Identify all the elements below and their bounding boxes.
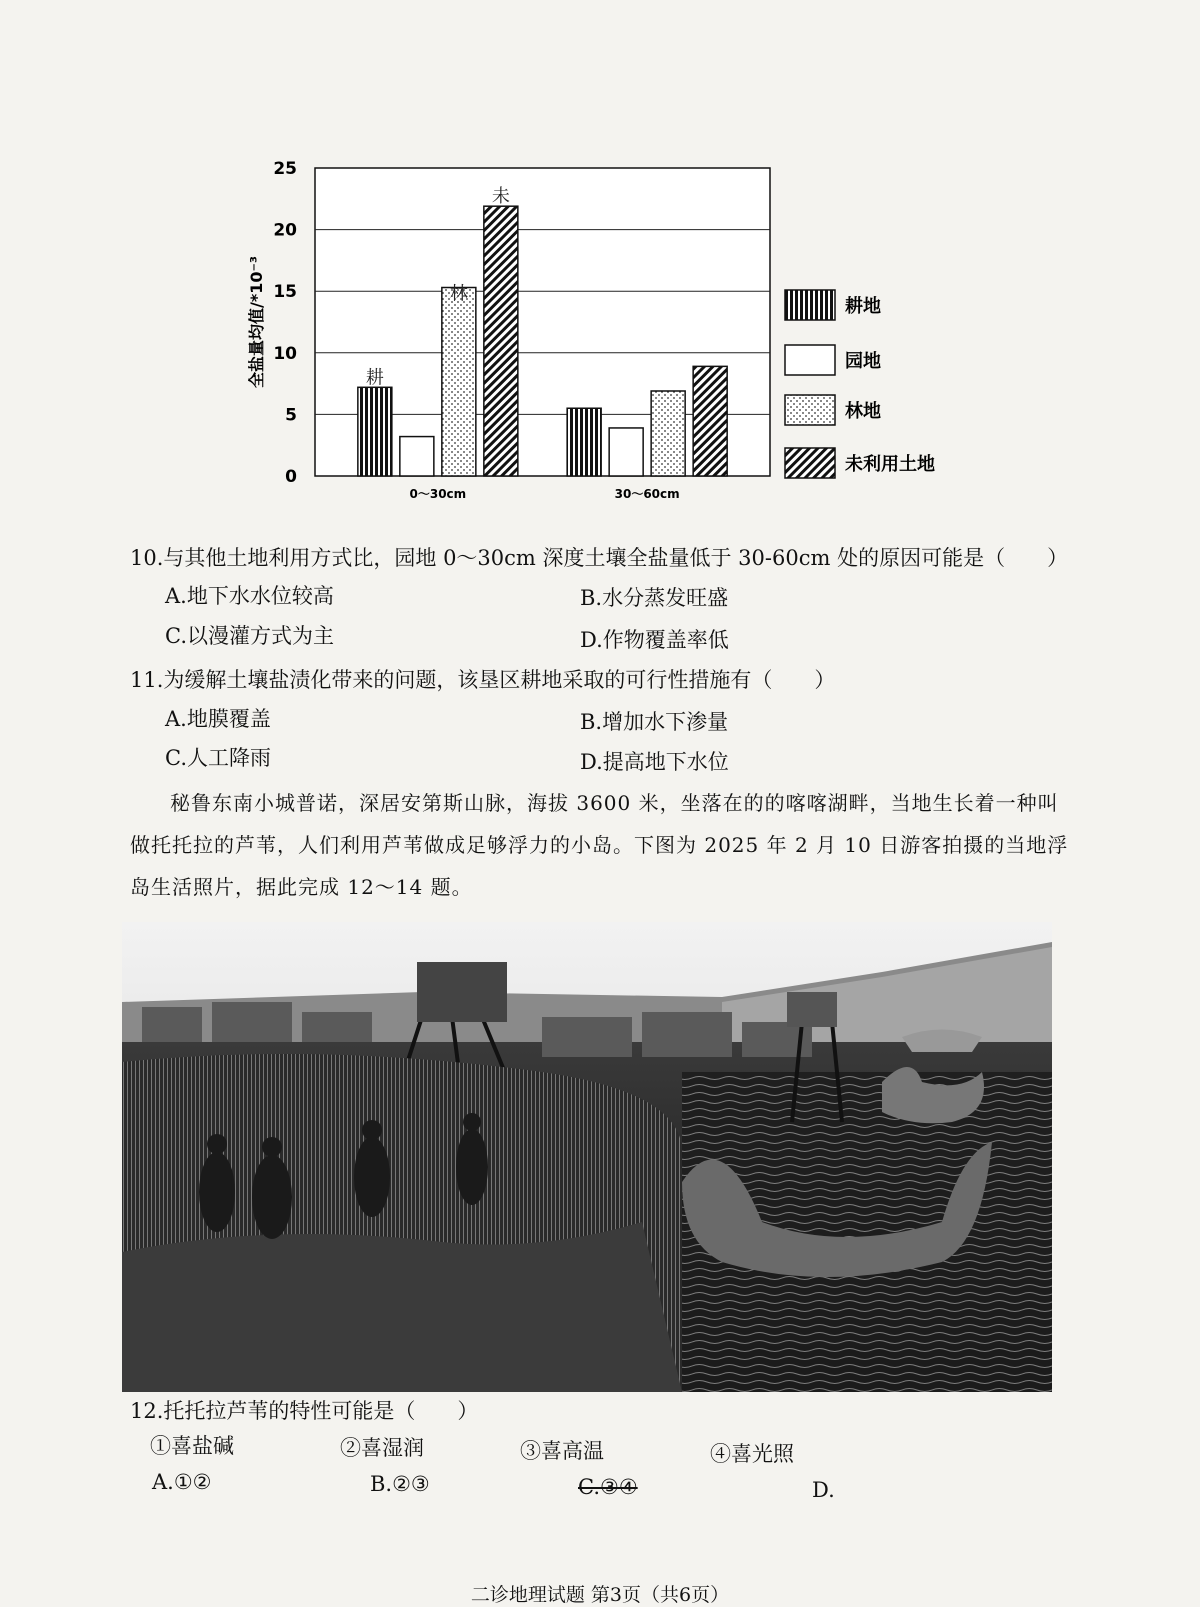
question-11-stem: 11.为缓解土壤盐渍化带来的问题，该垦区耕地采取的可行性措施有（ ） — [130, 668, 836, 692]
salt-content-bar-chart — [240, 150, 970, 530]
y-axis-label: 全盐量均值/*10⁻³ — [247, 256, 266, 388]
legend-swatch — [785, 290, 835, 320]
legend-label: 耕地 — [845, 296, 881, 317]
question-12-option-c[interactable]: C.③④ — [578, 1475, 638, 1499]
handwritten-annotation: 未 — [491, 186, 510, 208]
bar — [484, 206, 518, 476]
legend-label: 未利用土地 — [845, 454, 935, 475]
chart-legend — [785, 290, 935, 478]
question-11-option-b[interactable]: B.增加水下渗量 — [580, 710, 729, 734]
question-10-stem: 10.与其他土地利用方式比，园地 0～30cm 深度土壤全盐量低于 30-60cm 处的原因可能是（ ） — [130, 546, 1069, 570]
question-12-item-1: ①喜盐碱 — [150, 1434, 234, 1458]
bar — [567, 408, 601, 476]
question-11-option-a[interactable]: A.地膜覆盖 — [165, 707, 271, 731]
bar — [609, 428, 643, 476]
handwritten-annotation: 林 — [449, 283, 468, 305]
floating-island-photo — [122, 922, 1052, 1392]
question-12-stem: 12.托托拉芦苇的特性可能是（ ） — [130, 1399, 479, 1423]
question-12-option-b[interactable]: B.②③ — [370, 1472, 430, 1496]
y-tick-label: 15 — [273, 282, 297, 303]
handwritten-annotation: 耕 — [365, 367, 384, 389]
question-11-option-d[interactable]: D.提高地下水位 — [580, 750, 729, 774]
x-tick-label: 30～60cm — [614, 487, 680, 501]
question-12-option-d[interactable]: D. — [812, 1478, 835, 1502]
legend-swatch — [785, 395, 835, 425]
question-10-option-d[interactable]: D.作物覆盖率低 — [580, 628, 729, 652]
question-12-item-2: ②喜湿润 — [340, 1436, 424, 1460]
y-tick-label: 10 — [273, 343, 297, 364]
question-10-option-c[interactable]: C.以漫灌方式为主 — [165, 624, 334, 648]
legend-label: 林地 — [845, 401, 881, 422]
bar — [442, 288, 476, 476]
bar — [693, 366, 727, 476]
reading-passage: 秘鲁东南小城普诺，深居安第斯山脉，海拔 3600 米，坐落在的的喀喀湖畔，当地生长着一种叫做托托拉的芦苇，人们利用芦苇做成足够浮力的小岛。下图为 2025 年 2 月 10 日游客拍摄的当地浮岛生活照片，据此完成 12～14 题。 — [130, 791, 1069, 899]
question-12-item-4: ④喜光照 — [710, 1442, 794, 1466]
legend-swatch — [785, 448, 835, 478]
y-tick-label: 20 — [273, 220, 297, 241]
bar — [400, 437, 434, 476]
bar — [358, 387, 392, 476]
question-12-option-a[interactable]: A.①② — [152, 1470, 212, 1494]
question-10-option-a[interactable]: A.地下水水位较高 — [165, 584, 334, 608]
question-10-option-b[interactable]: B.水分蒸发旺盛 — [580, 586, 729, 610]
y-tick-label: 5 — [285, 405, 297, 426]
page-footer: 二诊地理试题 第3页（共6页） — [470, 1584, 730, 1606]
question-11-option-c[interactable]: C.人工降雨 — [165, 746, 271, 770]
bar — [651, 391, 685, 476]
legend-swatch — [785, 345, 835, 375]
legend-label: 园地 — [845, 351, 881, 372]
y-tick-label: 0 — [285, 467, 297, 487]
x-tick-label: 0～30cm — [409, 487, 467, 501]
y-tick-label: 25 — [273, 159, 297, 179]
question-12-item-3: ③喜高温 — [520, 1439, 604, 1463]
